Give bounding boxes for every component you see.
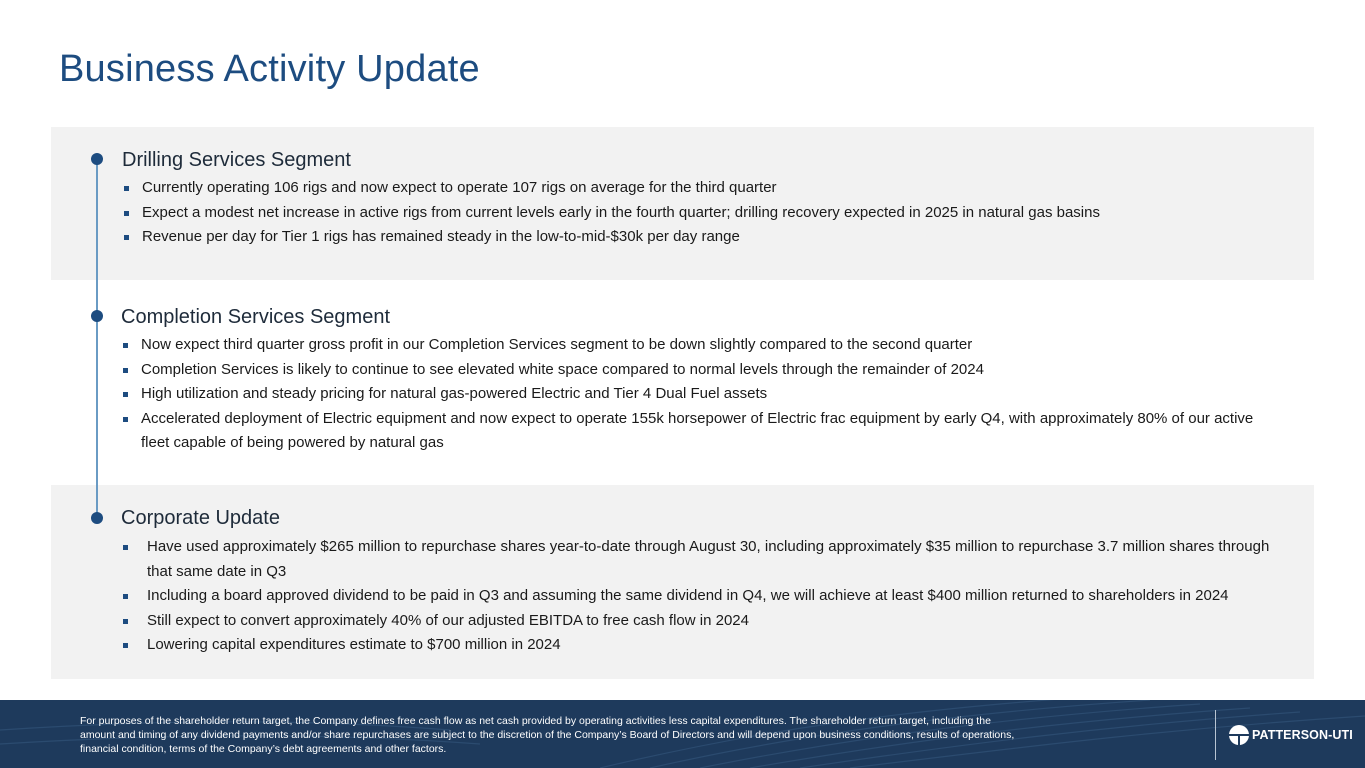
drilling-services-panel <box>51 127 1314 280</box>
timeline-dot-icon <box>91 512 103 524</box>
square-bullet-icon <box>123 643 128 648</box>
square-bullet-icon <box>123 545 128 550</box>
timeline-dot-icon <box>91 310 103 322</box>
completion-services-panel <box>51 281 1314 484</box>
list-item <box>122 201 1272 226</box>
bullet-text: Now expect third quarter gross profit in our Completion Services segment to be down slightly compared to the second quarter <box>141 336 973 353</box>
list-item <box>121 358 1271 383</box>
section-heading: Completion Services Segment <box>121 306 391 328</box>
list-item <box>122 225 1272 250</box>
list-item <box>121 584 1291 609</box>
bullet-text: High utilization and steady pricing for natural gas-powered Electric and Tier 4 Dual Fuel assets <box>141 385 768 402</box>
square-bullet-icon <box>123 343 128 348</box>
bullet-text: Have used approximately $265 million to repurchase shares year-to-date through August 30, including approximately $35 million to repurchase 3.7 million shares through that same date in Q3 <box>147 538 1270 580</box>
company-logo <box>1229 724 1353 746</box>
logo-mark-icon <box>1229 725 1249 745</box>
corporate-bullet-list <box>121 535 1291 658</box>
page-title: Business Activity Update <box>59 48 480 90</box>
bullet-text: Still expect to convert approximately 40% of our adjusted EBITDA to free cash flow in 2024 <box>147 611 749 629</box>
bullet-text: Revenue per day for Tier 1 rigs has remained steady in the low-to-mid-$30k per day range <box>142 228 740 245</box>
square-bullet-icon <box>123 368 128 373</box>
list-item <box>121 333 1271 358</box>
bullet-text: Currently operating 106 rigs and now expect to operate 107 rigs on average for the third quarter <box>142 179 777 196</box>
bullet-text: Lowering capital expenditures estimate to $700 million in 2024 <box>147 636 561 653</box>
list-item <box>121 633 1291 658</box>
bullet-text: Completion Services is likely to continue to see elevated white space compared to normal levels through the remainder of 2024 <box>141 360 984 378</box>
list-item <box>122 176 1272 201</box>
footer-divider <box>1215 710 1216 760</box>
timeline-dot-icon <box>91 153 103 165</box>
footnote: For purposes of the shareholder return target, the Company defines free cash flow as net cash provided by operating activities less capital expenditures. The shareholder return target, including the amount and timing of any dividend payments and/or share repurchases are subject to the discretion of the Company’s Board of Directors and will depend upon business conditions, results of operations, financial condition, terms of the Company’s debt agreements and other factors. <box>80 715 1015 755</box>
corporate-update-panel <box>51 485 1314 679</box>
section-heading: Corporate Update <box>121 507 280 529</box>
bullet-text: Including a board approved dividend to be paid in Q3 and assuming the same dividend in Q4, we will achieve at least $400 million returned to shareholders in 2024 <box>147 587 1229 604</box>
bullet-text: Expect a modest net increase in active rigs from current levels early in the fourth quarter; drilling recovery expected in 2025 in natural gas basins <box>142 203 1100 221</box>
footer-band <box>0 700 1365 768</box>
square-bullet-icon <box>124 235 129 240</box>
bullet-text: Accelerated deployment of Electric equipment and now expect to operate 155k horsepower of Electric frac equipment by early Q4, with approximately 80% of our active fleet capable of being powered by natural gas <box>141 409 1254 451</box>
list-item <box>121 382 1271 407</box>
square-bullet-icon <box>123 392 128 397</box>
timeline-line <box>96 160 98 518</box>
square-bullet-icon <box>123 417 128 422</box>
list-item <box>121 609 1291 634</box>
square-bullet-icon <box>124 186 129 191</box>
square-bullet-icon <box>124 211 129 216</box>
completion-bullet-list <box>121 333 1271 456</box>
square-bullet-icon <box>123 619 128 624</box>
drilling-bullet-list <box>122 176 1272 250</box>
logo-glyph-icon <box>1229 725 1249 745</box>
list-item <box>121 535 1291 584</box>
logo-text: PATTERSON-UTI <box>1252 728 1353 742</box>
section-heading: Drilling Services Segment <box>122 149 351 171</box>
list-item <box>121 407 1271 456</box>
square-bullet-icon <box>123 594 128 599</box>
